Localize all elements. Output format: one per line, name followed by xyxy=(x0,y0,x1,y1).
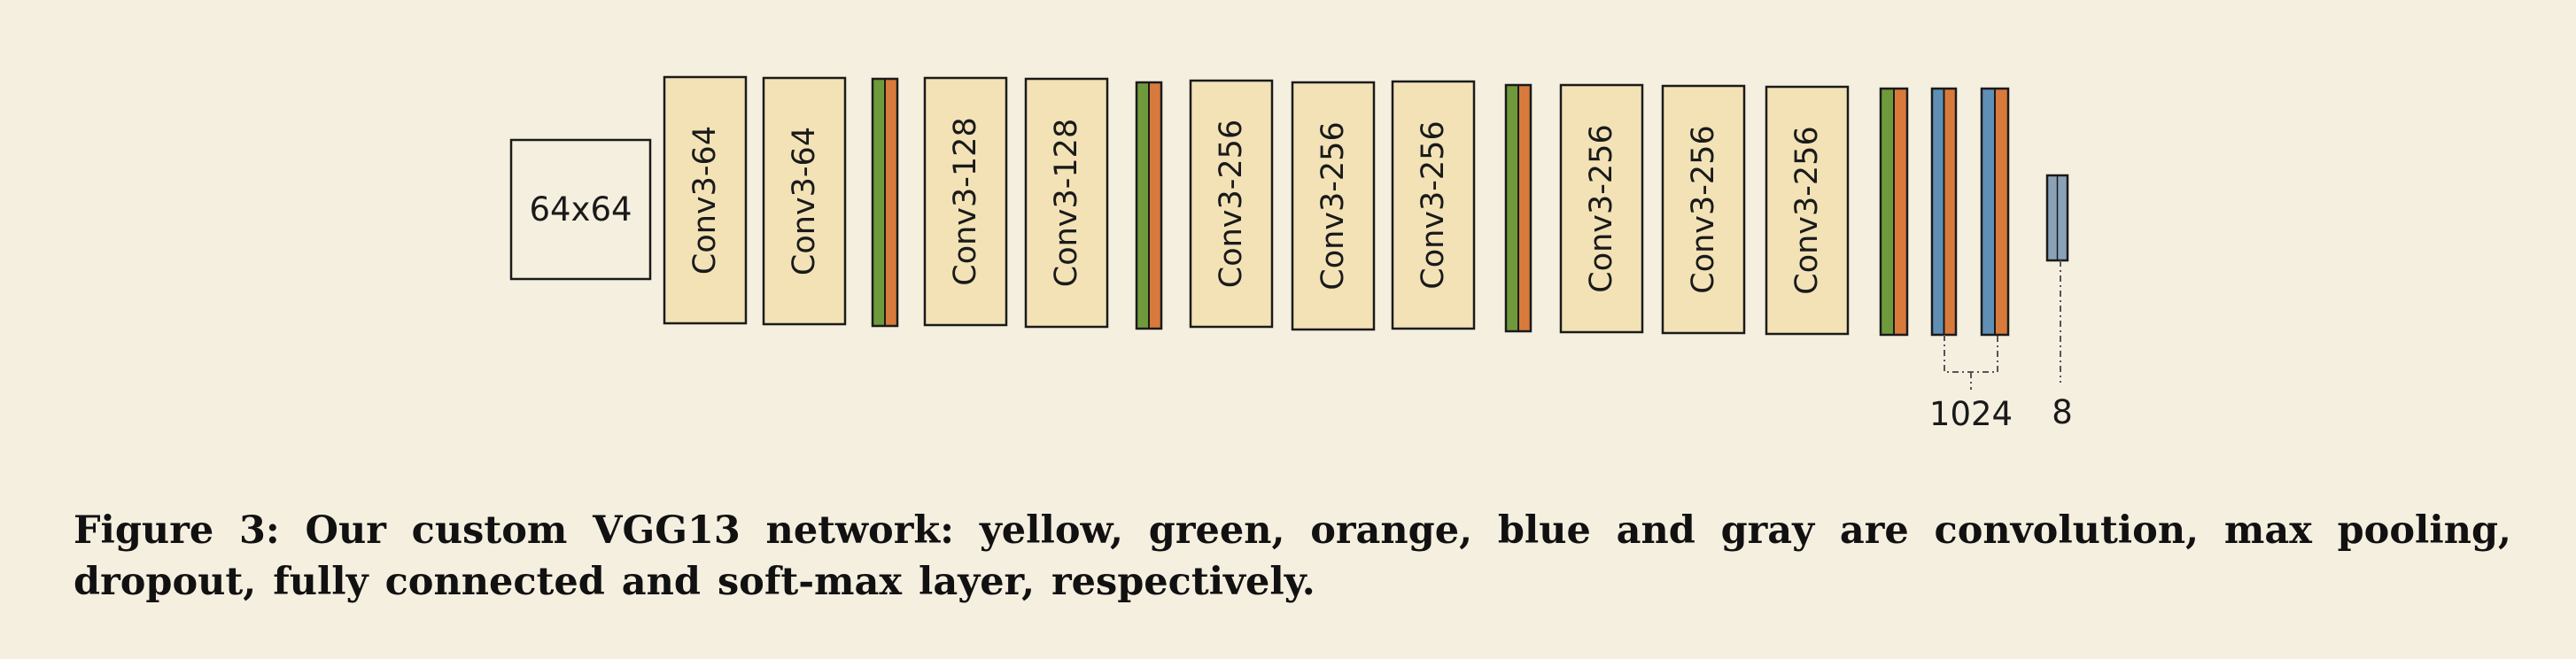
dropout-stripe xyxy=(1944,89,1957,335)
conv-layer-label: Conv3-256 xyxy=(1686,125,1721,294)
conv-layer-label: Conv3-128 xyxy=(1049,118,1084,288)
fully-connected-stripe xyxy=(1932,89,1944,335)
softmax-size-label: 8 xyxy=(2052,393,2073,431)
fc-bracket-connector xyxy=(1944,335,1998,372)
fully-connected-stripe xyxy=(1982,89,1995,335)
conv-layer-label: Conv3-256 xyxy=(1214,119,1249,289)
conv-layer-label: Conv3-256 xyxy=(1315,121,1351,291)
layers-group xyxy=(511,77,2068,335)
fc-size-label: 1024 xyxy=(1928,395,2013,433)
conv-layer-label: Conv3-256 xyxy=(1789,126,1825,295)
conv-layer-label: Conv3-128 xyxy=(948,117,983,286)
conv-layer-label: Conv3-64 xyxy=(687,125,723,275)
dropout-stripe xyxy=(885,79,897,326)
max-pooling-stripe xyxy=(1881,89,1894,335)
dropout-stripe xyxy=(1149,82,1161,329)
conv-layer-label: Conv3-256 xyxy=(1416,120,1451,290)
conv-layer-label: Conv3-64 xyxy=(787,126,822,276)
dropout-stripe xyxy=(1894,89,1907,335)
max-pooling-stripe xyxy=(873,79,885,326)
figure-caption: Figure 3: Our custom VGG13 network: yellow, green, orange, blue and gray are convolution, max pooling, dropout, fully connected and soft-max layer, respectively. xyxy=(74,508,2511,604)
input-size-label: 64x64 xyxy=(529,190,632,229)
max-pooling-stripe xyxy=(1137,82,1149,329)
max-pooling-stripe xyxy=(1506,85,1518,331)
dropout-stripe xyxy=(1518,85,1531,331)
dropout-stripe xyxy=(1995,89,2008,335)
conv-layer-label: Conv3-256 xyxy=(1584,124,1619,293)
